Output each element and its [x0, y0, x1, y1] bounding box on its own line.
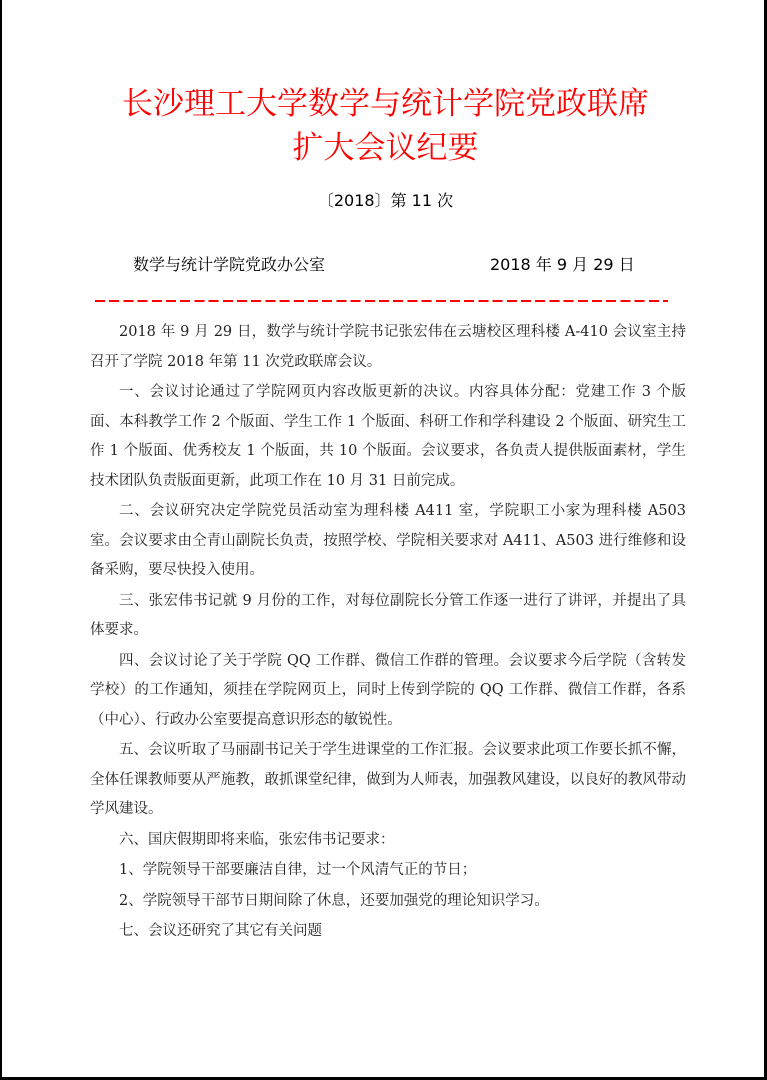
paragraph-item-7: 七、会议还研究了其它有关问题 — [119, 923, 322, 939]
paragraph-item-2: 二、会议研究决定学院党员活动室为理科楼 A411 室，学院职工小家为理科楼 A503 室。会议要求由仝青山副院长负责，按照学校、学院相关要求对 A411、A503 进行维修和设备采购，要尽快投入使用。 — [90, 503, 686, 578]
document-body — [90, 318, 686, 948]
paragraph-item-5: 五、会议听取了马丽副书记关于学生进课堂的工作汇报。会议要求此项工作要长抓不懈，全体任课教师要从严施教，敢抓课堂纪律，做到为人师表，加强教风建设，以良好的教风带动学风建设。 — [90, 742, 686, 817]
red-dashed-divider — [95, 300, 668, 302]
paragraph-intro: 2018 年 9 月 29 日，数学与统计学院书记张宏伟在云塘校区理科楼 A-410 会议室主持召开了学院 2018 年第 11 次党政联席会议。 — [90, 324, 686, 370]
paragraph-item-1: 一、会议讨论通过了学院网页内容改版更新的决议。内容具体分配：党建工作 3 个版面、本科教学工作 2 个版面、学生工作 1 个版面、科研工作和学科建设 2 个版面、研究生工作 1 个版面、优秀校友 1 个版面，共 10 个版面。会议要求，各负责人提供版面素材，学生技术团队负责版面更新，此项工作在 10 月 31 日前完成。 — [90, 384, 686, 489]
paragraph-item-6-sub-2: 2、学院领导干部节日期间除了休息，还要加强党的理论知识学习。 — [119, 892, 549, 909]
paragraph-item-3: 三、张宏伟书记就 9 月份的工作，对每位副院长分管工作逐一进行了讲评，并提出了具体要求。 — [90, 592, 686, 638]
issuing-office: 数学与统计学院党政办公室 — [133, 255, 326, 274]
document-title-line-2: 扩大会议纪要 — [292, 130, 479, 166]
paragraph-item-4: 四、会议讨论了关于学院 QQ 工作群、微信工作群的管理。会议要求今后学院（含转发学校）的工作通知，须挂在学院网页上，同时上传到学院的 QQ 工作群、微信工作群，各系（中心）、行政办公室要提高意识形态的敏锐性。 — [90, 652, 686, 728]
paragraph-item-6: 六、国庆假期即将来临，张宏伟书记要求： — [119, 831, 395, 848]
paragraph-item-6-sub-1: 1、学院领导干部要廉洁自律，过一个风清气正的节日； — [119, 862, 477, 878]
issue-date: 2018 年 9 月 29 日 — [490, 255, 635, 274]
document-title-line-1: 长沙理工大学数学与统计学院党政联席 — [122, 86, 649, 122]
issue-number: 〔2018〕第 11 次 — [317, 191, 454, 210]
